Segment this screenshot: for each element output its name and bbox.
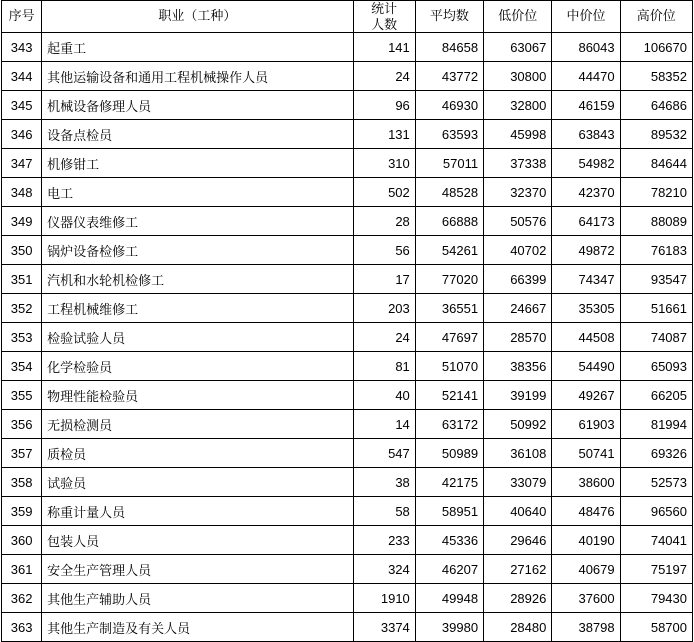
cell-low-price: 28926 [484, 584, 552, 613]
cell-average: 52141 [415, 381, 483, 410]
cell-occupation: 试验员 [42, 468, 353, 497]
cell-count: 502 [353, 178, 415, 207]
cell-high-price: 89532 [620, 120, 692, 149]
cell-high-price: 52573 [620, 468, 692, 497]
cell-mid-price: 63843 [552, 120, 620, 149]
cell-high-price: 78210 [620, 178, 692, 207]
cell-count: 131 [353, 120, 415, 149]
cell-count: 14 [353, 410, 415, 439]
cell-count: 58 [353, 497, 415, 526]
cell-high-price: 74041 [620, 526, 692, 555]
cell-occupation: 质检员 [42, 439, 353, 468]
cell-low-price: 24667 [484, 294, 552, 323]
cell-index: 349 [2, 207, 42, 236]
table-row [2, 149, 693, 178]
cell-index: 354 [2, 352, 42, 381]
cell-occupation: 无损检测员 [42, 410, 353, 439]
cell-occupation: 安全生产管理人员 [42, 555, 353, 584]
cell-mid-price: 44470 [552, 62, 620, 91]
cell-mid-price: 42370 [552, 178, 620, 207]
header-count [353, 1, 415, 33]
cell-count: 547 [353, 439, 415, 468]
cell-count: 3374 [353, 613, 415, 642]
table-row [2, 91, 693, 120]
header-low-price: 低价位 [484, 1, 552, 33]
cell-count: 56 [353, 236, 415, 265]
cell-mid-price: 48476 [552, 497, 620, 526]
cell-mid-price: 40679 [552, 555, 620, 584]
cell-occupation: 仪器仪表维修工 [42, 207, 353, 236]
header-count-line2: 人数 [371, 16, 398, 32]
cell-low-price: 63067 [484, 33, 552, 62]
cell-average: 45336 [415, 526, 483, 555]
cell-count: 233 [353, 526, 415, 555]
cell-average: 57011 [415, 149, 483, 178]
cell-count: 17 [353, 265, 415, 294]
cell-average: 84658 [415, 33, 483, 62]
table-row [2, 178, 693, 207]
cell-high-price: 69326 [620, 439, 692, 468]
cell-occupation: 工程机械维修工 [42, 294, 353, 323]
cell-high-price: 79430 [620, 584, 692, 613]
table-row [2, 294, 693, 323]
cell-index: 356 [2, 410, 42, 439]
cell-mid-price: 38600 [552, 468, 620, 497]
cell-index: 348 [2, 178, 42, 207]
cell-low-price: 29646 [484, 526, 552, 555]
cell-index: 358 [2, 468, 42, 497]
header-average: 平均数 [415, 1, 483, 33]
cell-average: 63593 [415, 120, 483, 149]
cell-mid-price: 54982 [552, 149, 620, 178]
table-row [2, 584, 693, 613]
cell-count: 24 [353, 323, 415, 352]
header-count-line1: 统计 [371, 1, 398, 16]
cell-low-price: 28480 [484, 613, 552, 642]
cell-index: 351 [2, 265, 42, 294]
cell-count: 141 [353, 33, 415, 62]
table-row [2, 381, 693, 410]
cell-average: 36551 [415, 294, 483, 323]
cell-count: 324 [353, 555, 415, 584]
cell-high-price: 58352 [620, 62, 692, 91]
table-row [2, 526, 693, 555]
cell-occupation: 物理性能检验员 [42, 381, 353, 410]
cell-mid-price: 49267 [552, 381, 620, 410]
cell-count: 1910 [353, 584, 415, 613]
cell-index: 361 [2, 555, 42, 584]
cell-low-price: 33079 [484, 468, 552, 497]
cell-index: 343 [2, 33, 42, 62]
cell-high-price: 51661 [620, 294, 692, 323]
cell-average: 46207 [415, 555, 483, 584]
cell-low-price: 39199 [484, 381, 552, 410]
cell-average: 51070 [415, 352, 483, 381]
cell-occupation: 其他生产辅助人员 [42, 584, 353, 613]
cell-low-price: 30800 [484, 62, 552, 91]
table-row [2, 352, 693, 381]
table-row [2, 497, 693, 526]
cell-average: 63172 [415, 410, 483, 439]
cell-count: 24 [353, 62, 415, 91]
table-row [2, 120, 693, 149]
cell-mid-price: 64173 [552, 207, 620, 236]
cell-high-price: 64686 [620, 91, 692, 120]
cell-occupation: 化学检验员 [42, 352, 353, 381]
cell-index: 350 [2, 236, 42, 265]
cell-low-price: 38356 [484, 352, 552, 381]
cell-low-price: 36108 [484, 439, 552, 468]
cell-index: 347 [2, 149, 42, 178]
cell-mid-price: 54490 [552, 352, 620, 381]
cell-average: 58951 [415, 497, 483, 526]
cell-index: 352 [2, 294, 42, 323]
table-body [2, 33, 693, 642]
cell-high-price: 58700 [620, 613, 692, 642]
cell-mid-price: 61903 [552, 410, 620, 439]
cell-count: 28 [353, 207, 415, 236]
table-row [2, 33, 693, 62]
cell-count: 203 [353, 294, 415, 323]
cell-average: 66888 [415, 207, 483, 236]
header-high-price: 高价位 [620, 1, 692, 33]
cell-index: 344 [2, 62, 42, 91]
cell-occupation: 包装人员 [42, 526, 353, 555]
table-row [2, 555, 693, 584]
wage-statistics-table [1, 0, 693, 642]
cell-average: 39980 [415, 613, 483, 642]
cell-mid-price: 35305 [552, 294, 620, 323]
cell-mid-price: 37600 [552, 584, 620, 613]
cell-count: 38 [353, 468, 415, 497]
cell-occupation: 检验试验人员 [42, 323, 353, 352]
cell-occupation: 其他运输设备和通用工程机械操作人员 [42, 62, 353, 91]
cell-low-price: 32800 [484, 91, 552, 120]
cell-high-price: 65093 [620, 352, 692, 381]
cell-index: 353 [2, 323, 42, 352]
cell-low-price: 32370 [484, 178, 552, 207]
cell-index: 359 [2, 497, 42, 526]
cell-high-price: 88089 [620, 207, 692, 236]
cell-low-price: 40640 [484, 497, 552, 526]
table-header [2, 1, 693, 33]
cell-high-price: 93547 [620, 265, 692, 294]
cell-occupation: 称重计量人员 [42, 497, 353, 526]
cell-low-price: 37338 [484, 149, 552, 178]
cell-count: 310 [353, 149, 415, 178]
cell-mid-price: 38798 [552, 613, 620, 642]
cell-mid-price: 49872 [552, 236, 620, 265]
header-mid-price: 中价位 [552, 1, 620, 33]
cell-occupation: 锅炉设备检修工 [42, 236, 353, 265]
cell-count: 81 [353, 352, 415, 381]
cell-high-price: 96560 [620, 497, 692, 526]
table-row [2, 323, 693, 352]
header-occupation: 职业（工种） [42, 1, 353, 33]
cell-low-price: 40702 [484, 236, 552, 265]
cell-low-price: 45998 [484, 120, 552, 149]
cell-mid-price: 74347 [552, 265, 620, 294]
cell-occupation: 汽机和水轮机检修工 [42, 265, 353, 294]
table-row [2, 62, 693, 91]
cell-index: 355 [2, 381, 42, 410]
cell-average: 43772 [415, 62, 483, 91]
cell-low-price: 50576 [484, 207, 552, 236]
cell-mid-price: 50741 [552, 439, 620, 468]
cell-count: 40 [353, 381, 415, 410]
cell-average: 46930 [415, 91, 483, 120]
table-row [2, 439, 693, 468]
cell-occupation: 设备点检员 [42, 120, 353, 149]
cell-mid-price: 86043 [552, 33, 620, 62]
cell-high-price: 75197 [620, 555, 692, 584]
table-row [2, 265, 693, 294]
cell-occupation: 电工 [42, 178, 353, 207]
cell-low-price: 27162 [484, 555, 552, 584]
table-row [2, 410, 693, 439]
cell-low-price: 28570 [484, 323, 552, 352]
cell-high-price: 84644 [620, 149, 692, 178]
cell-index: 357 [2, 439, 42, 468]
cell-occupation: 机械设备修理人员 [42, 91, 353, 120]
table-row [2, 468, 693, 497]
cell-count: 96 [353, 91, 415, 120]
cell-average: 48528 [415, 178, 483, 207]
cell-occupation: 其他生产制造及有关人员 [42, 613, 353, 642]
cell-average: 47697 [415, 323, 483, 352]
cell-average: 54261 [415, 236, 483, 265]
cell-mid-price: 44508 [552, 323, 620, 352]
cell-high-price: 81994 [620, 410, 692, 439]
table-row [2, 236, 693, 265]
cell-mid-price: 40190 [552, 526, 620, 555]
header-index: 序号 [2, 1, 42, 33]
cell-index: 363 [2, 613, 42, 642]
table-row [2, 613, 693, 642]
cell-index: 360 [2, 526, 42, 555]
cell-average: 50989 [415, 439, 483, 468]
cell-occupation: 起重工 [42, 33, 353, 62]
cell-low-price: 50992 [484, 410, 552, 439]
cell-index: 362 [2, 584, 42, 613]
cell-low-price: 66399 [484, 265, 552, 294]
cell-occupation: 机修钳工 [42, 149, 353, 178]
cell-average: 49948 [415, 584, 483, 613]
cell-high-price: 66205 [620, 381, 692, 410]
cell-high-price: 74087 [620, 323, 692, 352]
cell-index: 345 [2, 91, 42, 120]
cell-index: 346 [2, 120, 42, 149]
cell-average: 42175 [415, 468, 483, 497]
cell-high-price: 106670 [620, 33, 692, 62]
cell-high-price: 76183 [620, 236, 692, 265]
table-row [2, 207, 693, 236]
cell-average: 77020 [415, 265, 483, 294]
cell-mid-price: 46159 [552, 91, 620, 120]
table-header-row [2, 1, 693, 33]
